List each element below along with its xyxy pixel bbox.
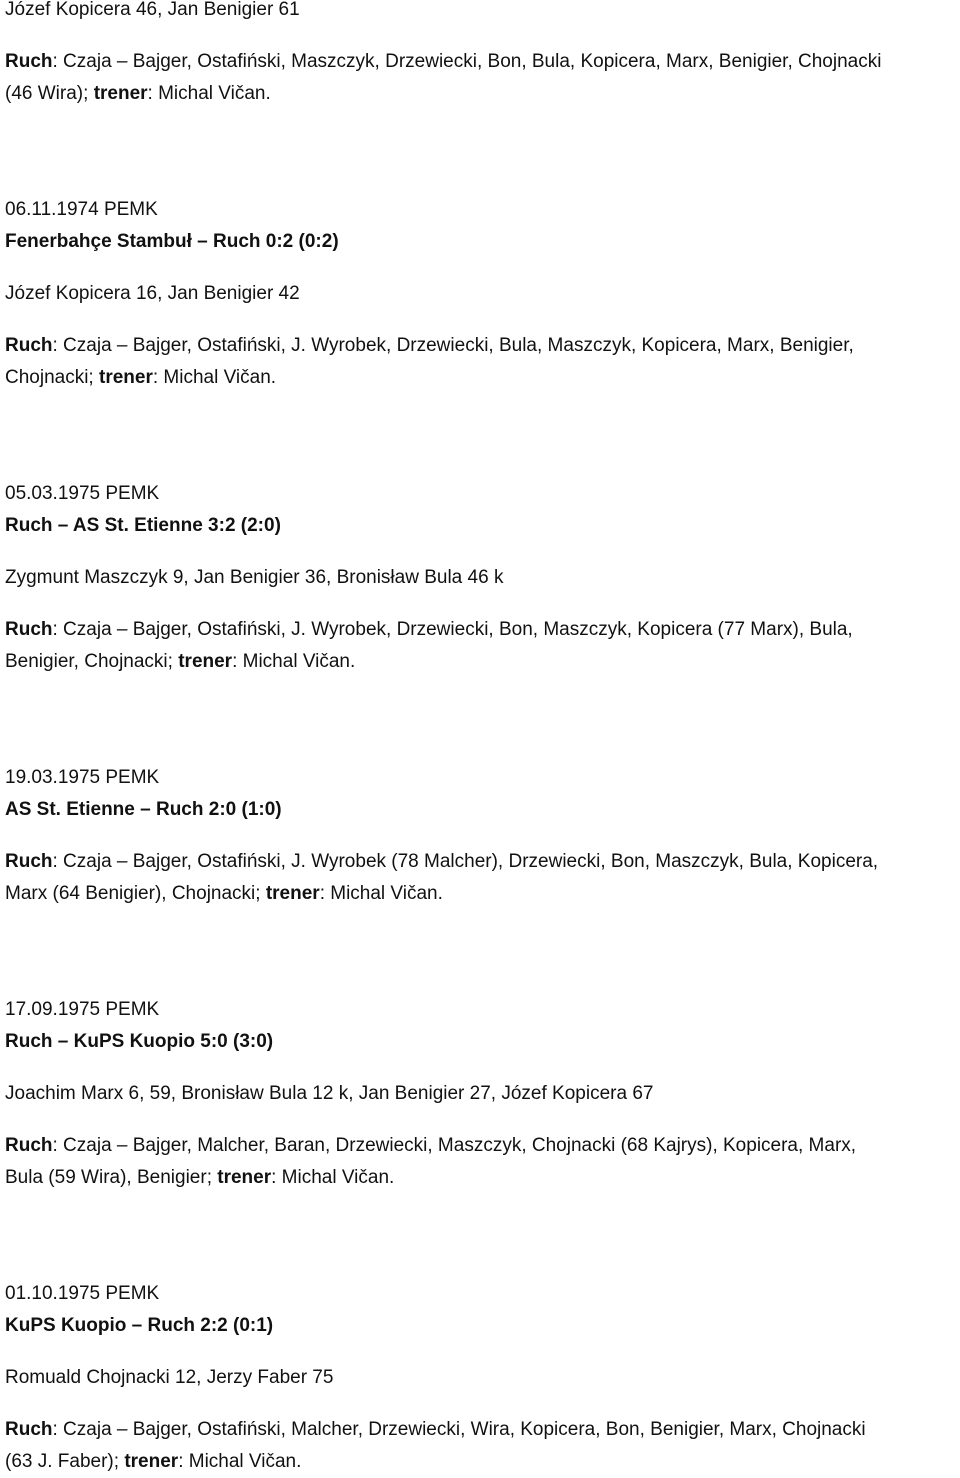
lineup-text: (46 Wira); — [5, 83, 94, 104]
lineup-label: Ruch — [5, 619, 53, 640]
coach-label: trener — [99, 367, 153, 388]
coach-name: : Michal Vičan. — [178, 1451, 302, 1472]
match-scorers: Joachim Marx 6, 59, Bronisław Bula 12 k, Jan Benigier 27, Józef Kopicera 67 — [5, 1083, 654, 1104]
match-date: 05.03.1975 PEMK — [5, 483, 160, 504]
match-lineup-cont — [5, 78, 955, 110]
lineup-text: : Czaja – Bajger, Ostafiński, J. Wyrobek, Drzewiecki, Bon, Maszczyk, Kopicera (77 Marx), Bula, — [52, 619, 853, 640]
match-date: 01.10.1975 PEMK — [5, 1283, 160, 1304]
coach-name: : Michal Vičan. — [271, 1167, 395, 1188]
coach-label: trener — [217, 1167, 272, 1188]
document-body — [5, 0, 955, 1478]
match-date: 19.03.1975 PEMK — [5, 767, 160, 788]
match-lineup — [5, 846, 955, 878]
coach-name: : Michal Vičan. — [147, 83, 271, 104]
lineup-text: : Czaja – Bajger, Ostafiński, Malcher, Drzewiecki, Wira, Kopicera, Bon, Benigier, Marx, Chojnacki — [52, 1419, 866, 1440]
match-lineup — [5, 614, 955, 646]
match-result: Ruch – AS St. Etienne 3:2 (2:0) — [5, 515, 281, 536]
lineup-label: Ruch — [5, 1419, 53, 1440]
lineup-text: Chojnacki; — [5, 367, 99, 388]
match-scorers: Zygmunt Maszczyk 9, Jan Benigier 36, Bronisław Bula 46 k — [5, 567, 504, 588]
lineup-text: : Czaja – Bajger, Ostafiński, J. Wyrobek, Drzewiecki, Bula, Maszczyk, Kopicera, Marx, Benigier, — [52, 335, 854, 356]
match-scorers: Józef Kopicera 16, Jan Benigier 42 — [5, 283, 300, 304]
lineup-text: : Czaja – Bajger, Malcher, Baran, Drzewiecki, Maszczyk, Chojnacki (68 Kajrys), Kopicera, Marx, — [52, 1135, 857, 1156]
coach-label: trener — [178, 651, 233, 672]
lineup-text: Marx (64 Benigier), Chojnacki; — [5, 883, 266, 904]
match-lineup — [5, 330, 955, 362]
lineup-text: (63 J. Faber); — [5, 1451, 125, 1472]
coach-label: trener — [124, 1451, 179, 1472]
lineup-label: Ruch — [5, 335, 53, 356]
match-lineup-cont — [5, 1446, 955, 1478]
match-scorers: Józef Kopicera 46, Jan Benigier 61 — [5, 0, 300, 20]
coach-name: : Michal Vičan. — [152, 367, 277, 388]
match-scorers: Romuald Chojnacki 12, Jerzy Faber 75 — [5, 1367, 334, 1388]
match-lineup-cont — [5, 1162, 955, 1194]
match-lineup-cont — [5, 646, 955, 678]
coach-label: trener — [93, 83, 148, 104]
lineup-label: Ruch — [5, 1135, 53, 1156]
lineup-text: Bula (59 Wira), Benigier; — [5, 1167, 218, 1188]
lineup-label: Ruch — [5, 851, 53, 872]
coach-name: : Michal Vičan. — [232, 651, 356, 672]
lineup-text: Benigier, Chojnacki; — [5, 651, 179, 672]
lineup-text: : Czaja – Bajger, Ostafiński, Maszczyk, Drzewiecki, Bon, Bula, Kopicera, Marx, Benigier, Chojnacki — [52, 51, 882, 72]
match-result: AS St. Etienne – Ruch 2:0 (1:0) — [5, 799, 282, 820]
match-date: 06.11.1974 PEMK — [5, 199, 158, 220]
match-result: KuPS Kuopio – Ruch 2:2 (0:1) — [5, 1315, 274, 1336]
match-result: Ruch – KuPS Kuopio 5:0 (3:0) — [5, 1031, 274, 1052]
match-date: 17.09.1975 PEMK — [5, 999, 160, 1020]
lineup-text: : Czaja – Bajger, Ostafiński, J. Wyrobek (78 Malcher), Drzewiecki, Bon, Maszczyk, Bula, Kopicera, — [52, 851, 879, 872]
match-lineup — [5, 46, 955, 78]
lineup-label: Ruch — [5, 51, 53, 72]
match-result: Fenerbahçe Stambuł – Ruch 0:2 (0:2) — [5, 231, 339, 252]
match-lineup-cont — [5, 362, 955, 394]
match-lineup — [5, 1414, 955, 1446]
coach-name: : Michal Vičan. — [319, 883, 443, 904]
match-lineup — [5, 1130, 955, 1162]
match-lineup-cont — [5, 878, 955, 910]
coach-label: trener — [265, 883, 320, 904]
